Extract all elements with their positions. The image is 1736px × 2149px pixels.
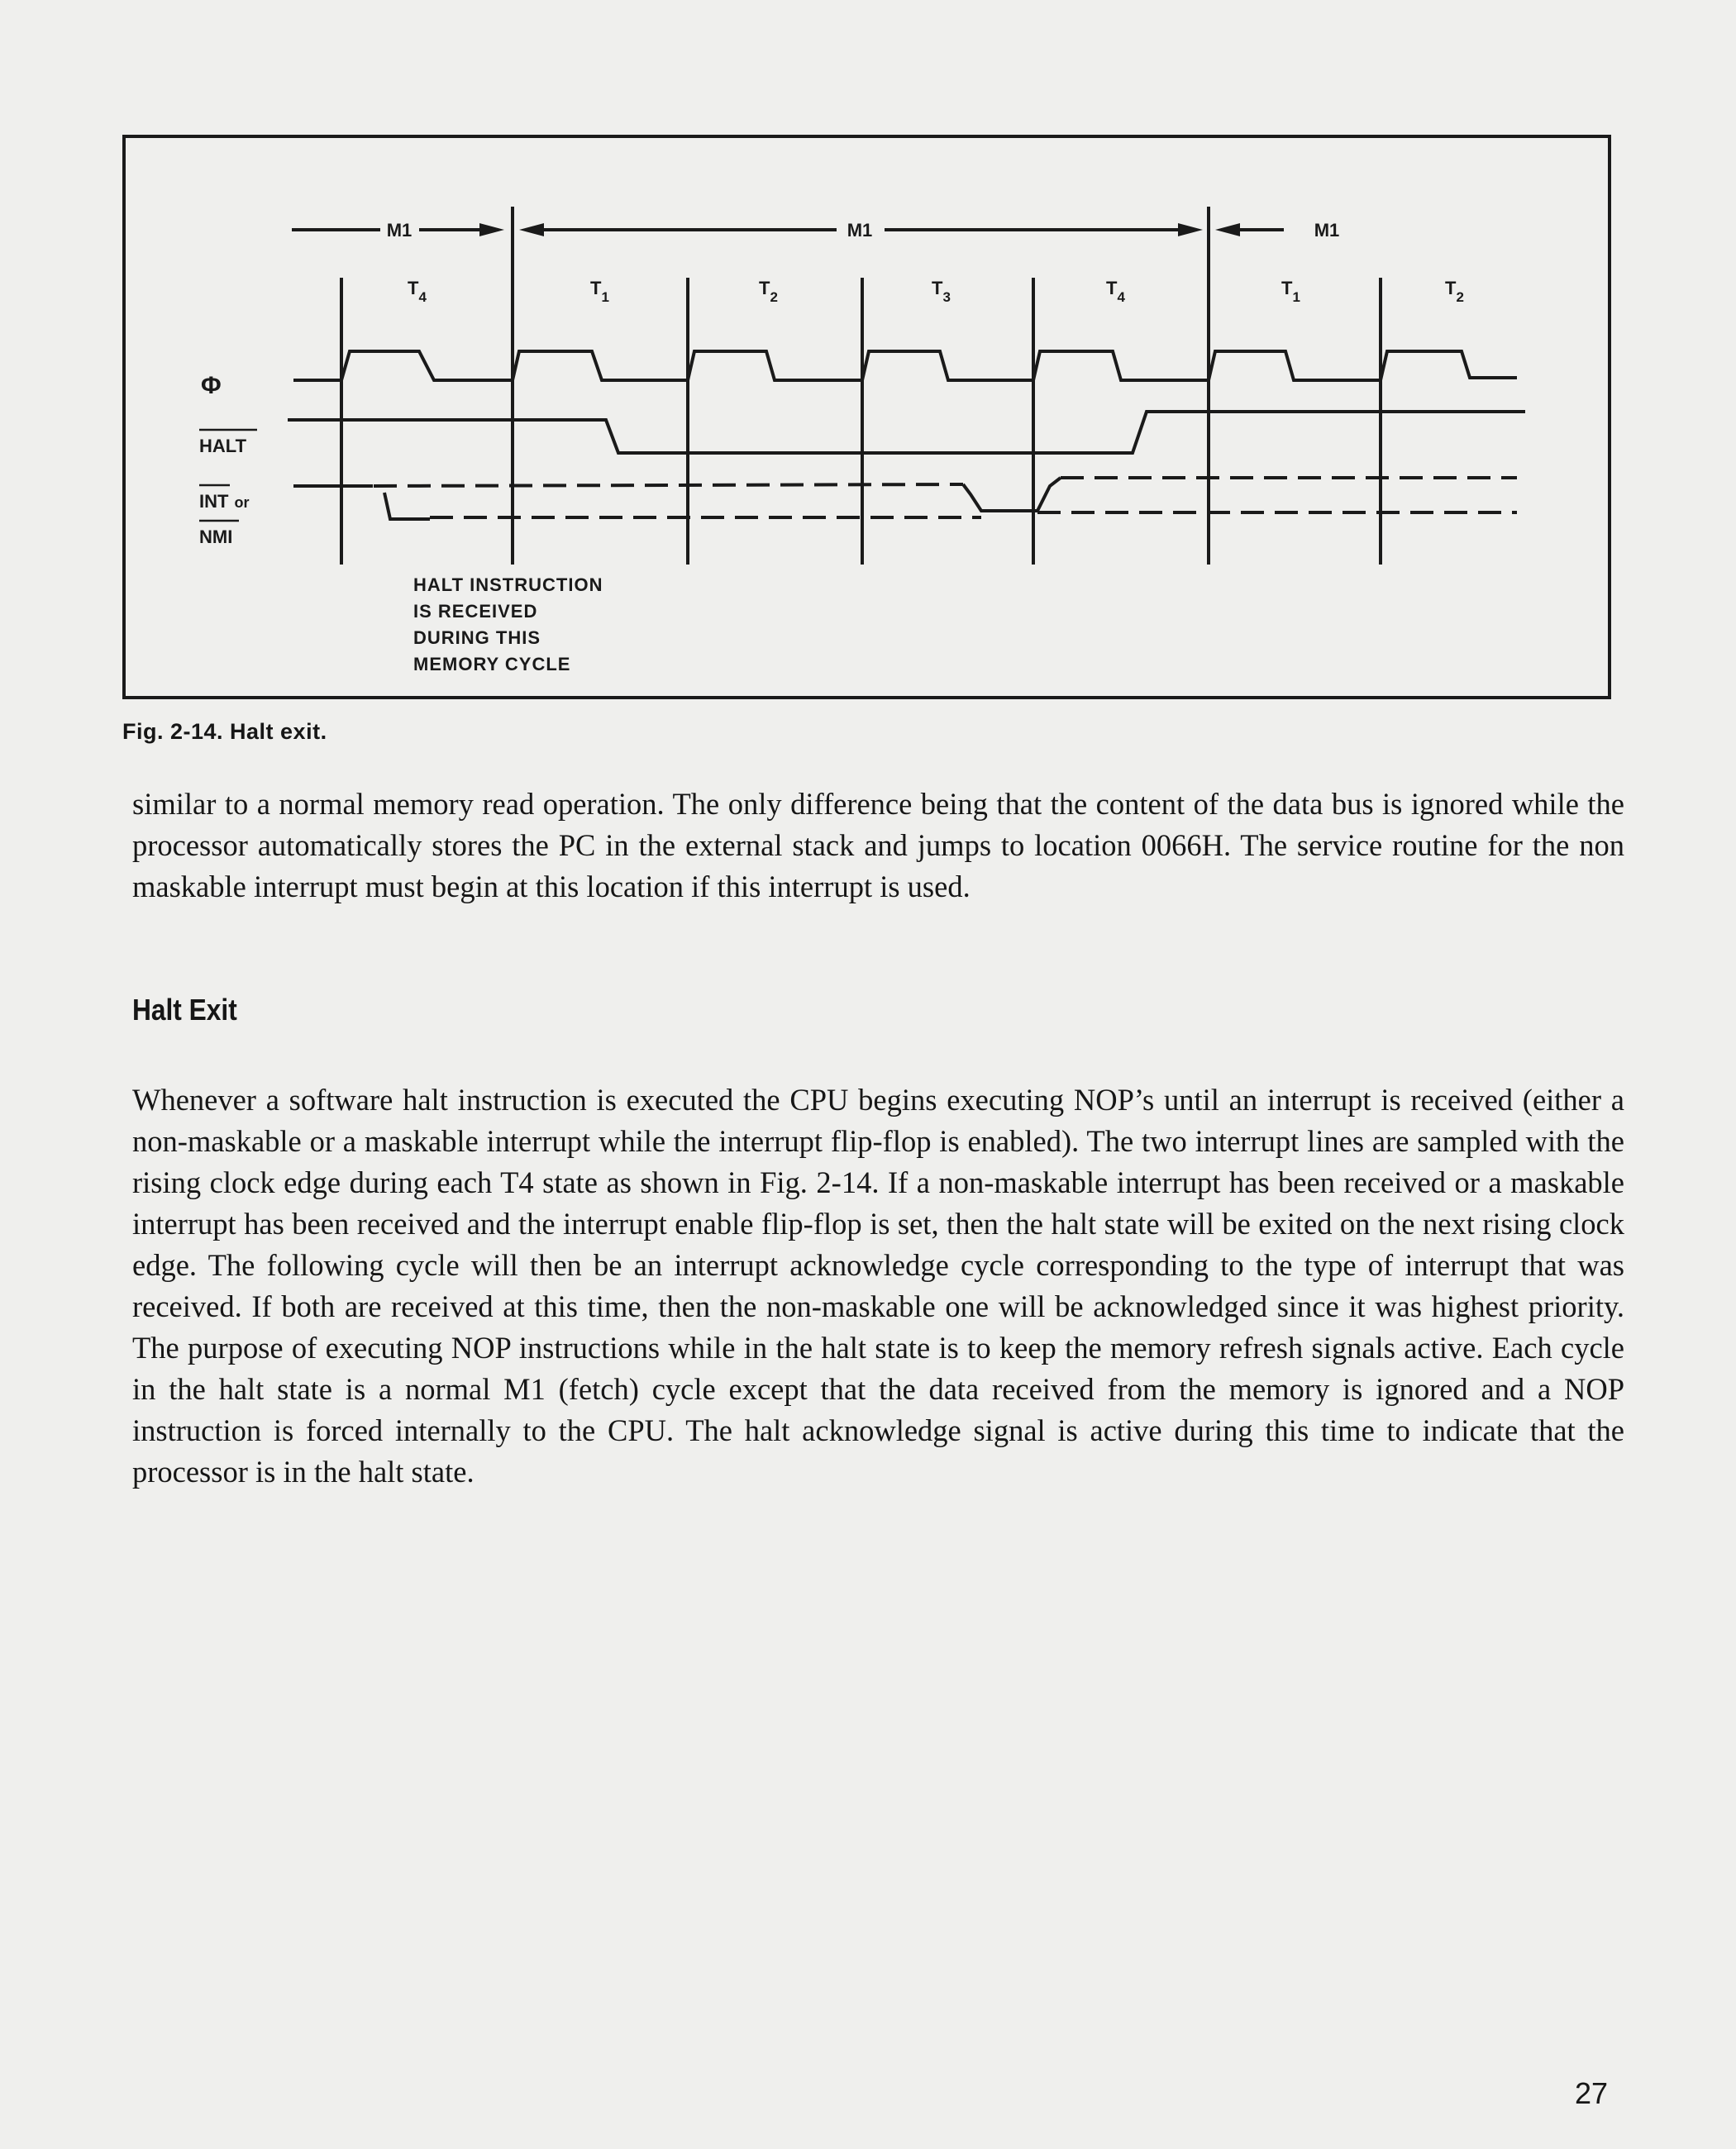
- body-paragraph: Whenever a software halt instruction is executed the CPU begins executing NOP’s until an interrupt is received (either a non-maskable or a maskable interrupt while the interrupt flip-flop is enabled). The two interrupt lines are sampled with the rising clock edge during each T4 state as shown in Fig. 2-14. If a non-maskable interrupt has been received or a maskable interrupt has been received and the interrupt enable flip-flop is set, then the halt state will be exited on the next rising clock edge. The following cycle will then be an interrupt acknowledge cycle corresponding to the type of interrupt that was received. If both are received at this time, then the non-maskable one will be acknowledged since it was highest priority. The purpose of executing NOP instructions while in the halt state is to keep the memory refresh signals active. Each cycle in the halt state is a normal M1 (fetch) cycle except that the data received from the memory is ignored and a NOP instruction is forced internally to the CPU. The halt acknowledge signal is active during this time to indicate that the processor is in the halt state.: [132, 1083, 1624, 1489]
- clock-waveform: [293, 351, 1517, 380]
- interrupt-waveform-solid: [963, 478, 1061, 511]
- m1-arrowhead-left: [1215, 223, 1240, 236]
- t-state-label: $T_1$: [590, 278, 609, 305]
- m1-label: M1: [386, 220, 413, 241]
- m1-label: M1: [847, 220, 873, 241]
- halt-signal-label: HALT: [199, 436, 247, 456]
- clock-signal-label: Φ: [201, 372, 222, 399]
- m1-arrowhead-right: [1178, 223, 1203, 236]
- interrupt-waveform-dashed-high: [374, 484, 963, 486]
- halt-waveform: [288, 412, 1525, 453]
- section-heading: Halt Exit: [132, 993, 237, 1027]
- t-state-label: $T_4$: [1106, 278, 1125, 305]
- interrupt-waveform-solid: [384, 493, 430, 519]
- figure-caption: Fig. 2-14. Halt exit.: [122, 719, 327, 744]
- t-state-label: $T_1$: [1281, 278, 1300, 305]
- t-state-label: $T_3$: [932, 278, 951, 305]
- m1-arrowhead-right: [479, 223, 504, 236]
- t-state-label: $T_2$: [759, 278, 778, 305]
- annotation-line: DURING THIS: [413, 627, 541, 648]
- int-signal-label: INT or: [199, 491, 250, 512]
- annotation-line: IS RECEIVED: [413, 601, 538, 622]
- page-number: 27: [1575, 2076, 1609, 2110]
- t-state-label: $T_4$: [408, 278, 427, 305]
- nmi-signal-label: NMI: [199, 527, 233, 547]
- annotation-line: HALT INSTRUCTION: [413, 574, 603, 595]
- m1-label: M1: [1314, 220, 1340, 241]
- halt-exit-timing-diagram: [0, 0, 1736, 711]
- m1-arrowhead-left: [519, 223, 544, 236]
- t-state-label: $T_2$: [1445, 278, 1464, 305]
- annotation-line: MEMORY CYCLE: [413, 654, 571, 674]
- body-paragraph: similar to a normal memory read operation. The only difference being that the content of the data bus is ignored while the processor automatically stores the PC in the external stack and jumps to location 0066H. The service routine for the non maskable interrupt must begin at this location if this interrupt is used.: [132, 787, 1624, 903]
